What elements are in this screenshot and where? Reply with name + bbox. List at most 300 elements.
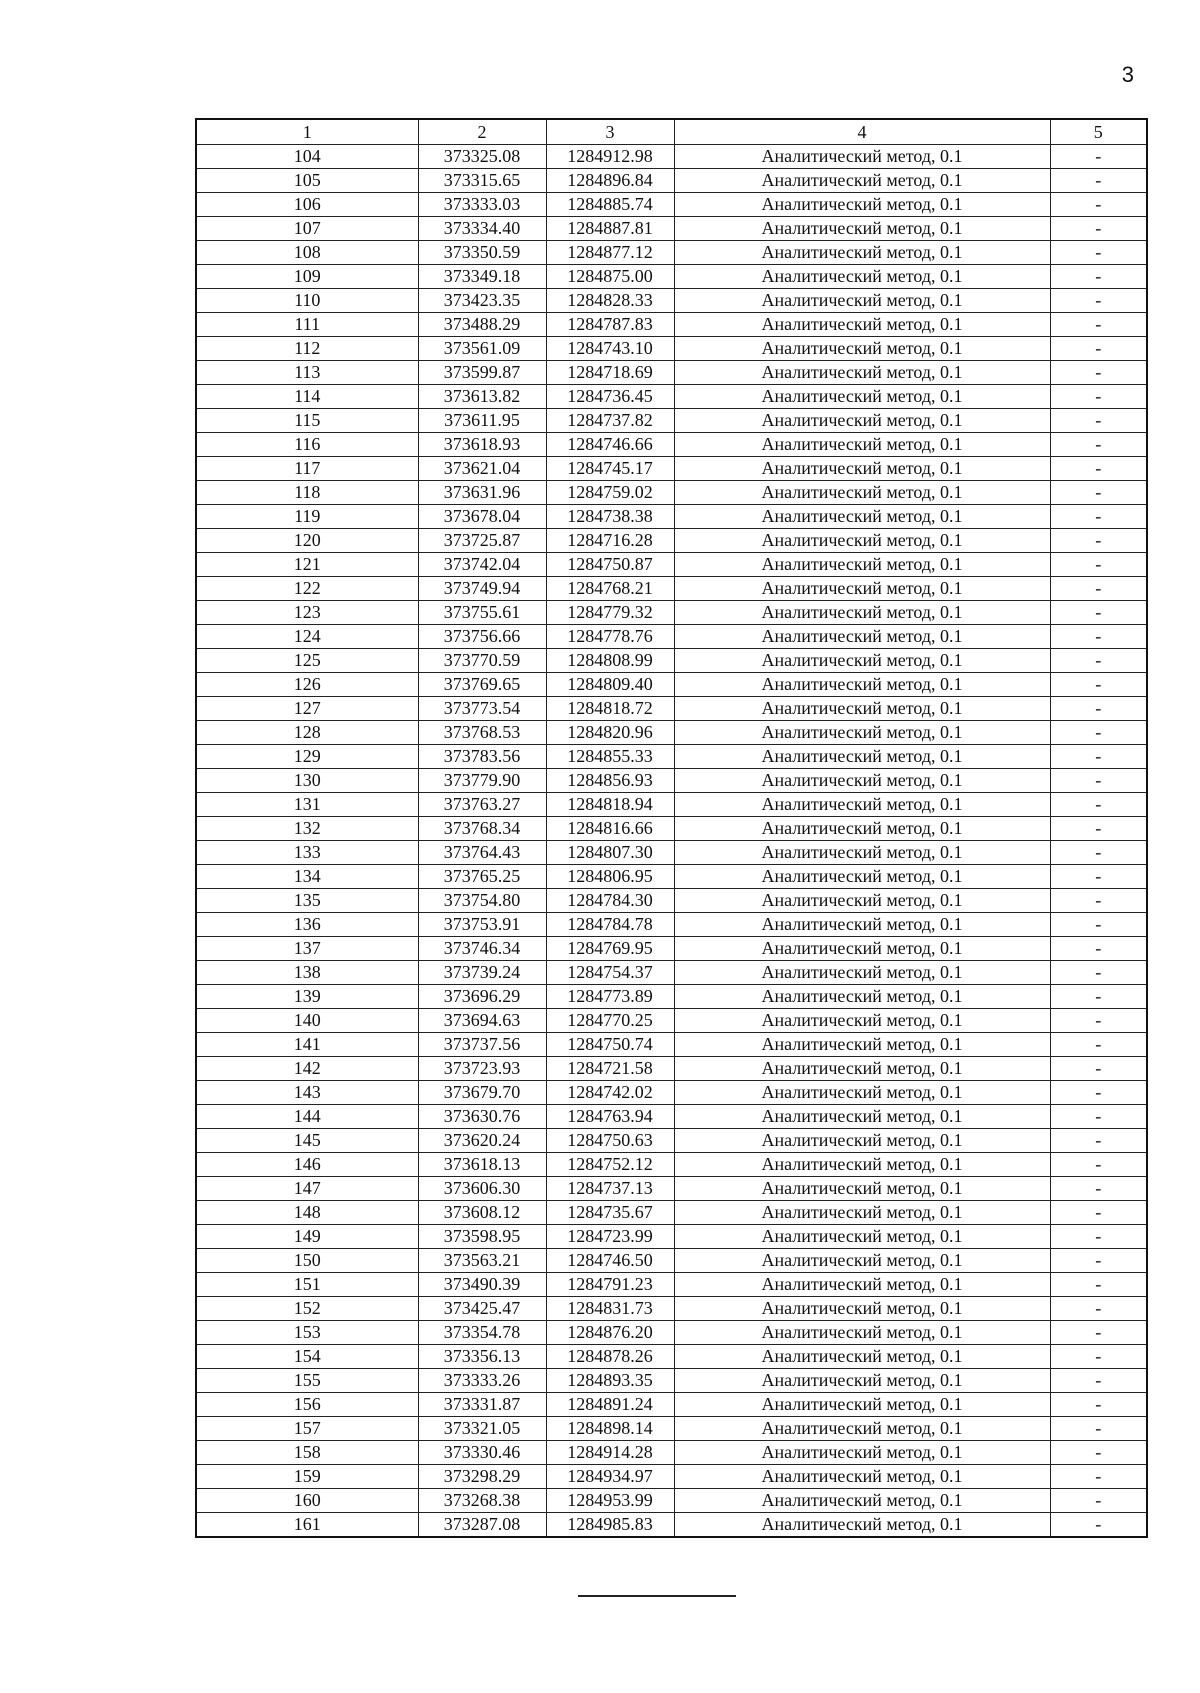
x-coordinate-cell: 373349.18 (418, 265, 546, 289)
y-coordinate-cell: 1284770.25 (546, 1009, 674, 1033)
page-number: 3 (1121, 62, 1134, 87)
x-coordinate-cell: 373753.91 (418, 913, 546, 937)
column-header-2: 2 (418, 119, 546, 145)
point-number-cell: 145 (196, 1129, 418, 1153)
table-row (196, 409, 1147, 433)
method-cell: Аналитический метод, 0.1 (674, 1225, 1050, 1249)
table-row (196, 601, 1147, 625)
y-coordinate-cell: 1284737.82 (546, 409, 674, 433)
point-number-cell: 141 (196, 1033, 418, 1057)
point-number-cell: 107 (196, 217, 418, 241)
y-coordinate-cell: 1284875.00 (546, 265, 674, 289)
y-coordinate-cell: 1284754.37 (546, 961, 674, 985)
note-cell: - (1050, 721, 1147, 745)
y-coordinate-cell: 1284820.96 (546, 721, 674, 745)
table-row (196, 841, 1147, 865)
note-cell: - (1050, 697, 1147, 721)
point-number-cell: 116 (196, 433, 418, 457)
method-cell: Аналитический метод, 0.1 (674, 505, 1050, 529)
x-coordinate-cell: 373768.34 (418, 817, 546, 841)
note-cell: - (1050, 1225, 1147, 1249)
method-cell: Аналитический метод, 0.1 (674, 1033, 1050, 1057)
method-cell: Аналитический метод, 0.1 (674, 361, 1050, 385)
note-cell: - (1050, 601, 1147, 625)
note-cell: - (1050, 1321, 1147, 1345)
note-cell: - (1050, 529, 1147, 553)
method-cell: Аналитический метод, 0.1 (674, 1009, 1050, 1033)
y-coordinate-cell: 1284737.13 (546, 1177, 674, 1201)
point-number-cell: 119 (196, 505, 418, 529)
point-number-cell: 147 (196, 1177, 418, 1201)
y-coordinate-cell: 1284763.94 (546, 1105, 674, 1129)
note-cell: - (1050, 217, 1147, 241)
point-number-cell: 135 (196, 889, 418, 913)
note-cell: - (1050, 1297, 1147, 1321)
method-cell: Аналитический метод, 0.1 (674, 1081, 1050, 1105)
table-row (196, 673, 1147, 697)
point-number-cell: 157 (196, 1417, 418, 1441)
x-coordinate-cell: 373618.93 (418, 433, 546, 457)
note-cell: - (1050, 1177, 1147, 1201)
table-row (196, 1297, 1147, 1321)
x-coordinate-cell: 373354.78 (418, 1321, 546, 1345)
x-coordinate-cell: 373423.35 (418, 289, 546, 313)
table-row (196, 313, 1147, 337)
point-number-cell: 150 (196, 1249, 418, 1273)
x-coordinate-cell: 373746.34 (418, 937, 546, 961)
method-cell: Аналитический метод, 0.1 (674, 289, 1050, 313)
method-cell: Аналитический метод, 0.1 (674, 625, 1050, 649)
point-number-cell: 142 (196, 1057, 418, 1081)
x-coordinate-cell: 373742.04 (418, 553, 546, 577)
note-cell: - (1050, 265, 1147, 289)
table-row (196, 913, 1147, 937)
method-cell: Аналитический метод, 0.1 (674, 1465, 1050, 1489)
table-row (196, 1177, 1147, 1201)
method-cell: Аналитический метод, 0.1 (674, 577, 1050, 601)
point-number-cell: 128 (196, 721, 418, 745)
x-coordinate-cell: 373563.21 (418, 1249, 546, 1273)
y-coordinate-cell: 1284898.14 (546, 1417, 674, 1441)
y-coordinate-cell: 1284791.23 (546, 1273, 674, 1297)
point-number-cell: 104 (196, 145, 418, 169)
method-cell: Аналитический метод, 0.1 (674, 1321, 1050, 1345)
y-coordinate-cell: 1284768.21 (546, 577, 674, 601)
method-cell: Аналитический метод, 0.1 (674, 649, 1050, 673)
method-cell: Аналитический метод, 0.1 (674, 337, 1050, 361)
y-coordinate-cell: 1284816.66 (546, 817, 674, 841)
y-coordinate-cell: 1284878.26 (546, 1345, 674, 1369)
note-cell: - (1050, 481, 1147, 505)
point-number-cell: 148 (196, 1201, 418, 1225)
table-row (196, 385, 1147, 409)
y-coordinate-cell: 1284773.89 (546, 985, 674, 1009)
x-coordinate-cell: 373764.43 (418, 841, 546, 865)
x-coordinate-cell: 373696.29 (418, 985, 546, 1009)
x-coordinate-cell: 373333.03 (418, 193, 546, 217)
x-coordinate-cell: 373613.82 (418, 385, 546, 409)
table-row (196, 481, 1147, 505)
note-cell: - (1050, 961, 1147, 985)
method-cell: Аналитический метод, 0.1 (674, 793, 1050, 817)
column-header-4: 4 (674, 119, 1050, 145)
table-row (196, 1489, 1147, 1513)
table-row (196, 721, 1147, 745)
table-row (196, 217, 1147, 241)
method-cell: Аналитический метод, 0.1 (674, 1441, 1050, 1465)
x-coordinate-cell: 373770.59 (418, 649, 546, 673)
note-cell: - (1050, 241, 1147, 265)
y-coordinate-cell: 1284742.02 (546, 1081, 674, 1105)
method-cell: Аналитический метод, 0.1 (674, 889, 1050, 913)
y-coordinate-cell: 1284876.20 (546, 1321, 674, 1345)
x-coordinate-cell: 373773.54 (418, 697, 546, 721)
table-row (196, 193, 1147, 217)
note-cell: - (1050, 337, 1147, 361)
point-number-cell: 143 (196, 1081, 418, 1105)
method-cell: Аналитический метод, 0.1 (674, 529, 1050, 553)
method-cell: Аналитический метод, 0.1 (674, 433, 1050, 457)
x-coordinate-cell: 373755.61 (418, 601, 546, 625)
point-number-cell: 109 (196, 265, 418, 289)
y-coordinate-cell: 1284759.02 (546, 481, 674, 505)
point-number-cell: 110 (196, 289, 418, 313)
point-number-cell: 126 (196, 673, 418, 697)
y-coordinate-cell: 1284818.94 (546, 793, 674, 817)
point-number-cell: 146 (196, 1153, 418, 1177)
note-cell: - (1050, 457, 1147, 481)
method-cell: Аналитический метод, 0.1 (674, 1129, 1050, 1153)
method-cell: Аналитический метод, 0.1 (674, 1201, 1050, 1225)
y-coordinate-cell: 1284769.95 (546, 937, 674, 961)
point-number-cell: 121 (196, 553, 418, 577)
y-coordinate-cell: 1284784.78 (546, 913, 674, 937)
x-coordinate-cell: 373608.12 (418, 1201, 546, 1225)
column-header-5: 5 (1050, 119, 1147, 145)
note-cell: - (1050, 385, 1147, 409)
note-cell: - (1050, 1393, 1147, 1417)
note-cell: - (1050, 409, 1147, 433)
method-cell: Аналитический метод, 0.1 (674, 1393, 1050, 1417)
table-row (196, 1105, 1147, 1129)
table-row (196, 577, 1147, 601)
table-row (196, 1513, 1147, 1538)
table-body (196, 145, 1147, 1538)
table-row (196, 529, 1147, 553)
x-coordinate-cell: 373315.65 (418, 169, 546, 193)
note-cell: - (1050, 145, 1147, 169)
note-cell: - (1050, 1033, 1147, 1057)
y-coordinate-cell: 1284887.81 (546, 217, 674, 241)
table-row (196, 817, 1147, 841)
note-cell: - (1050, 1129, 1147, 1153)
table-row (196, 769, 1147, 793)
note-cell: - (1050, 1081, 1147, 1105)
note-cell: - (1050, 1105, 1147, 1129)
table-row (196, 169, 1147, 193)
table-row (196, 889, 1147, 913)
table-row (196, 1441, 1147, 1465)
point-number-cell: 117 (196, 457, 418, 481)
point-number-cell: 156 (196, 1393, 418, 1417)
x-coordinate-cell: 373618.13 (418, 1153, 546, 1177)
method-cell: Аналитический метод, 0.1 (674, 913, 1050, 937)
y-coordinate-cell: 1284893.35 (546, 1369, 674, 1393)
x-coordinate-cell: 373763.27 (418, 793, 546, 817)
y-coordinate-cell: 1284856.93 (546, 769, 674, 793)
method-cell: Аналитический метод, 0.1 (674, 217, 1050, 241)
point-number-cell: 124 (196, 625, 418, 649)
method-cell: Аналитический метод, 0.1 (674, 169, 1050, 193)
table-row (196, 1345, 1147, 1369)
point-number-cell: 114 (196, 385, 418, 409)
x-coordinate-cell: 373561.09 (418, 337, 546, 361)
x-coordinate-cell: 373298.29 (418, 1465, 546, 1489)
note-cell: - (1050, 865, 1147, 889)
method-cell: Аналитический метод, 0.1 (674, 841, 1050, 865)
x-coordinate-cell: 373621.04 (418, 457, 546, 481)
table-row (196, 457, 1147, 481)
x-coordinate-cell: 373331.87 (418, 1393, 546, 1417)
x-coordinate-cell: 373325.08 (418, 145, 546, 169)
method-cell: Аналитический метод, 0.1 (674, 553, 1050, 577)
y-coordinate-cell: 1284914.28 (546, 1441, 674, 1465)
x-coordinate-cell: 373783.56 (418, 745, 546, 769)
point-number-cell: 118 (196, 481, 418, 505)
y-coordinate-cell: 1284721.58 (546, 1057, 674, 1081)
table-header (196, 119, 1147, 145)
table-row (196, 649, 1147, 673)
method-cell: Аналитический метод, 0.1 (674, 1369, 1050, 1393)
x-coordinate-cell: 373756.66 (418, 625, 546, 649)
point-number-cell: 152 (196, 1297, 418, 1321)
point-number-cell: 123 (196, 601, 418, 625)
y-coordinate-cell: 1284818.72 (546, 697, 674, 721)
table-row (196, 1153, 1147, 1177)
method-cell: Аналитический метод, 0.1 (674, 1153, 1050, 1177)
x-coordinate-cell: 373749.94 (418, 577, 546, 601)
y-coordinate-cell: 1284784.30 (546, 889, 674, 913)
x-coordinate-cell: 373620.24 (418, 1129, 546, 1153)
table-row (196, 1033, 1147, 1057)
column-header-1: 1 (196, 119, 418, 145)
table-row (196, 1009, 1147, 1033)
note-cell: - (1050, 505, 1147, 529)
y-coordinate-cell: 1284736.45 (546, 385, 674, 409)
note-cell: - (1050, 289, 1147, 313)
method-cell: Аналитический метод, 0.1 (674, 145, 1050, 169)
method-cell: Аналитический метод, 0.1 (674, 1249, 1050, 1273)
note-cell: - (1050, 889, 1147, 913)
note-cell: - (1050, 769, 1147, 793)
method-cell: Аналитический метод, 0.1 (674, 1513, 1050, 1538)
point-number-cell: 154 (196, 1345, 418, 1369)
bottom-divider (578, 1595, 736, 1597)
x-coordinate-cell: 373765.25 (418, 865, 546, 889)
method-cell: Аналитический метод, 0.1 (674, 1297, 1050, 1321)
table-row (196, 1081, 1147, 1105)
y-coordinate-cell: 1284745.17 (546, 457, 674, 481)
x-coordinate-cell: 373356.13 (418, 1345, 546, 1369)
y-coordinate-cell: 1284807.30 (546, 841, 674, 865)
point-number-cell: 120 (196, 529, 418, 553)
note-cell: - (1050, 433, 1147, 457)
y-coordinate-cell: 1284808.99 (546, 649, 674, 673)
point-number-cell: 122 (196, 577, 418, 601)
point-number-cell: 125 (196, 649, 418, 673)
note-cell: - (1050, 1441, 1147, 1465)
y-coordinate-cell: 1284746.50 (546, 1249, 674, 1273)
method-cell: Аналитический метод, 0.1 (674, 1057, 1050, 1081)
point-number-cell: 115 (196, 409, 418, 433)
column-header-3: 3 (546, 119, 674, 145)
table-row (196, 361, 1147, 385)
x-coordinate-cell: 373694.63 (418, 1009, 546, 1033)
method-cell: Аналитический метод, 0.1 (674, 697, 1050, 721)
x-coordinate-cell: 373268.38 (418, 1489, 546, 1513)
table-row (196, 1225, 1147, 1249)
table-row (196, 961, 1147, 985)
table-row (196, 433, 1147, 457)
table-row (196, 289, 1147, 313)
point-number-cell: 149 (196, 1225, 418, 1249)
y-coordinate-cell: 1284787.83 (546, 313, 674, 337)
coordinates-table-container (195, 118, 1146, 1538)
table-row (196, 1321, 1147, 1345)
y-coordinate-cell: 1284912.98 (546, 145, 674, 169)
y-coordinate-cell: 1284985.83 (546, 1513, 674, 1538)
x-coordinate-cell: 373598.95 (418, 1225, 546, 1249)
point-number-cell: 113 (196, 361, 418, 385)
y-coordinate-cell: 1284953.99 (546, 1489, 674, 1513)
point-number-cell: 133 (196, 841, 418, 865)
note-cell: - (1050, 841, 1147, 865)
method-cell: Аналитический метод, 0.1 (674, 1417, 1050, 1441)
x-coordinate-cell: 373334.40 (418, 217, 546, 241)
y-coordinate-cell: 1284778.76 (546, 625, 674, 649)
point-number-cell: 160 (196, 1489, 418, 1513)
table-row (196, 625, 1147, 649)
table-row (196, 145, 1147, 169)
x-coordinate-cell: 373630.76 (418, 1105, 546, 1129)
method-cell: Аналитический метод, 0.1 (674, 961, 1050, 985)
y-coordinate-cell: 1284891.24 (546, 1393, 674, 1417)
point-number-cell: 130 (196, 769, 418, 793)
method-cell: Аналитический метод, 0.1 (674, 241, 1050, 265)
x-coordinate-cell: 373725.87 (418, 529, 546, 553)
point-number-cell: 153 (196, 1321, 418, 1345)
method-cell: Аналитический метод, 0.1 (674, 937, 1050, 961)
point-number-cell: 131 (196, 793, 418, 817)
point-number-cell: 151 (196, 1273, 418, 1297)
point-number-cell: 129 (196, 745, 418, 769)
method-cell: Аналитический метод, 0.1 (674, 409, 1050, 433)
y-coordinate-cell: 1284877.12 (546, 241, 674, 265)
method-cell: Аналитический метод, 0.1 (674, 769, 1050, 793)
method-cell: Аналитический метод, 0.1 (674, 985, 1050, 1009)
method-cell: Аналитический метод, 0.1 (674, 1489, 1050, 1513)
table-row (196, 241, 1147, 265)
point-number-cell: 161 (196, 1513, 418, 1538)
table-row (196, 985, 1147, 1009)
note-cell: - (1050, 1057, 1147, 1081)
note-cell: - (1050, 1009, 1147, 1033)
method-cell: Аналитический метод, 0.1 (674, 865, 1050, 889)
method-cell: Аналитический метод, 0.1 (674, 1105, 1050, 1129)
point-number-cell: 155 (196, 1369, 418, 1393)
x-coordinate-cell: 373490.39 (418, 1273, 546, 1297)
x-coordinate-cell: 373678.04 (418, 505, 546, 529)
table-row (196, 1201, 1147, 1225)
note-cell: - (1050, 913, 1147, 937)
note-cell: - (1050, 1489, 1147, 1513)
note-cell: - (1050, 1369, 1147, 1393)
y-coordinate-cell: 1284885.74 (546, 193, 674, 217)
y-coordinate-cell: 1284934.97 (546, 1465, 674, 1489)
table-row (196, 1369, 1147, 1393)
x-coordinate-cell: 373631.96 (418, 481, 546, 505)
y-coordinate-cell: 1284750.63 (546, 1129, 674, 1153)
method-cell: Аналитический метод, 0.1 (674, 673, 1050, 697)
method-cell: Аналитический метод, 0.1 (674, 457, 1050, 481)
point-number-cell: 112 (196, 337, 418, 361)
table-row (196, 1465, 1147, 1489)
note-cell: - (1050, 1345, 1147, 1369)
note-cell: - (1050, 1201, 1147, 1225)
x-coordinate-cell: 373779.90 (418, 769, 546, 793)
table-row (196, 505, 1147, 529)
table-row (196, 337, 1147, 361)
note-cell: - (1050, 577, 1147, 601)
table-row (196, 745, 1147, 769)
point-number-cell: 138 (196, 961, 418, 985)
point-number-cell: 158 (196, 1441, 418, 1465)
note-cell: - (1050, 1465, 1147, 1489)
point-number-cell: 127 (196, 697, 418, 721)
note-cell: - (1050, 1249, 1147, 1273)
table-row (196, 793, 1147, 817)
x-coordinate-cell: 373321.05 (418, 1417, 546, 1441)
y-coordinate-cell: 1284809.40 (546, 673, 674, 697)
x-coordinate-cell: 373333.26 (418, 1369, 546, 1393)
method-cell: Аналитический метод, 0.1 (674, 721, 1050, 745)
note-cell: - (1050, 553, 1147, 577)
point-number-cell: 111 (196, 313, 418, 337)
note-cell: - (1050, 673, 1147, 697)
y-coordinate-cell: 1284716.28 (546, 529, 674, 553)
table-row (196, 1417, 1147, 1441)
point-number-cell: 139 (196, 985, 418, 1009)
y-coordinate-cell: 1284831.73 (546, 1297, 674, 1321)
note-cell: - (1050, 985, 1147, 1009)
table-row (196, 1393, 1147, 1417)
y-coordinate-cell: 1284743.10 (546, 337, 674, 361)
x-coordinate-cell: 373599.87 (418, 361, 546, 385)
method-cell: Аналитический метод, 0.1 (674, 385, 1050, 409)
y-coordinate-cell: 1284735.67 (546, 1201, 674, 1225)
y-coordinate-cell: 1284750.74 (546, 1033, 674, 1057)
y-coordinate-cell: 1284896.84 (546, 169, 674, 193)
x-coordinate-cell: 373768.53 (418, 721, 546, 745)
point-number-cell: 144 (196, 1105, 418, 1129)
note-cell: - (1050, 937, 1147, 961)
x-coordinate-cell: 373737.56 (418, 1033, 546, 1057)
coordinates-table (195, 118, 1148, 1538)
method-cell: Аналитический метод, 0.1 (674, 265, 1050, 289)
method-cell: Аналитический метод, 0.1 (674, 817, 1050, 841)
point-number-cell: 132 (196, 817, 418, 841)
table-row (196, 553, 1147, 577)
